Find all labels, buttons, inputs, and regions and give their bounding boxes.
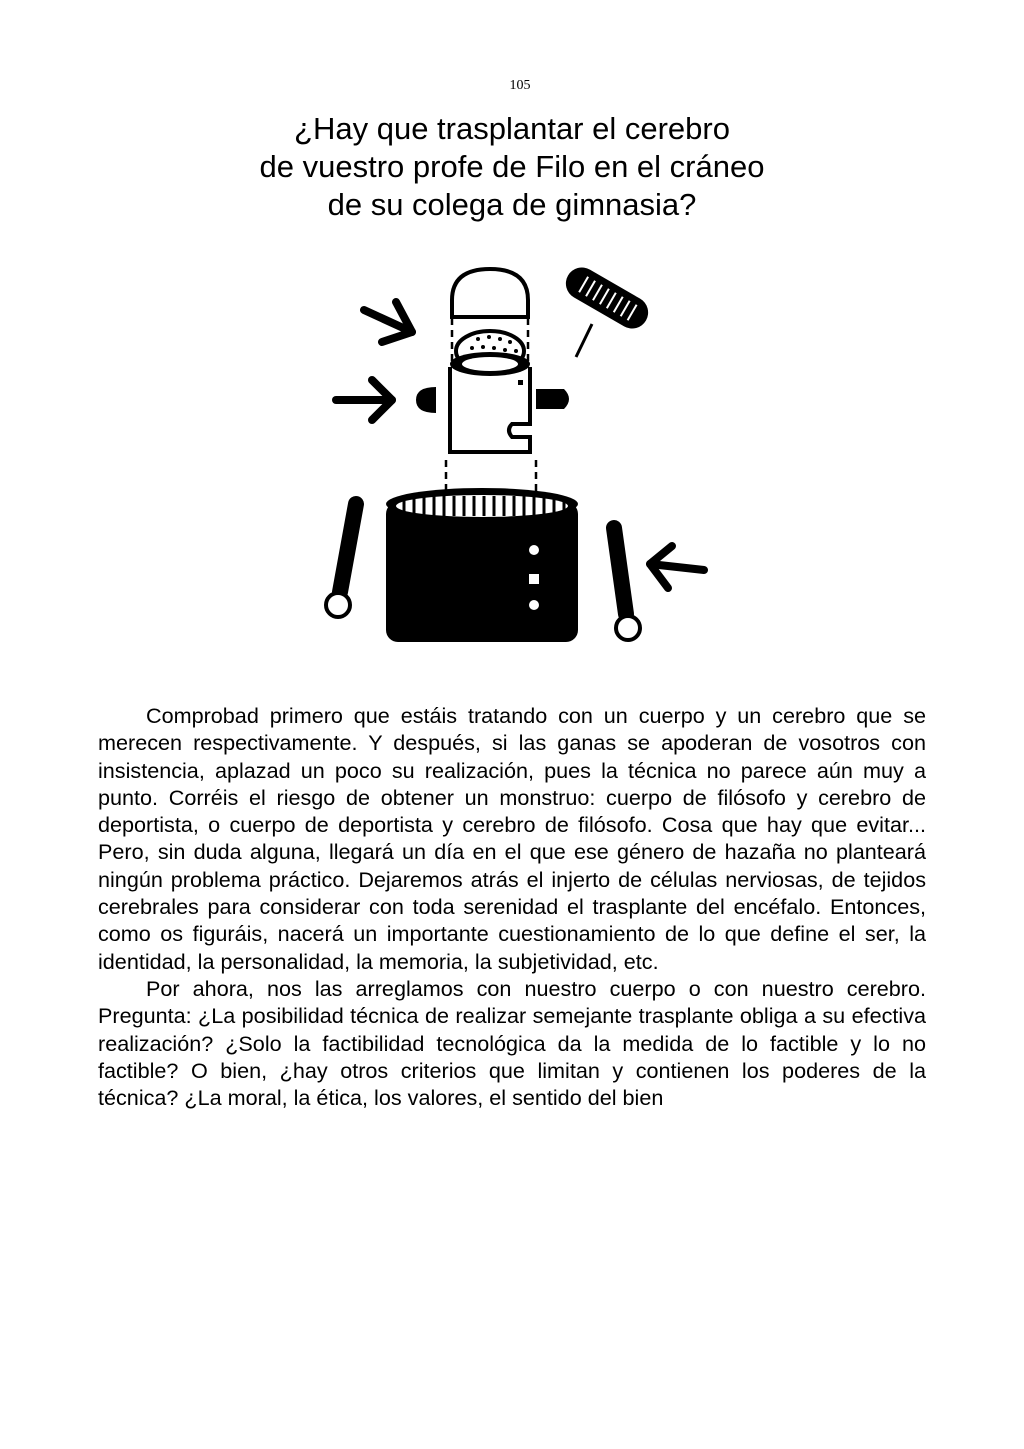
paragraph: Comprobad primero que estáis tratando con un cuerpo y un cerebro que se merecen respectivamente. Y después, si las ganas se apoderan de vosotros con insistencia, aplazad un poco su realización, pues la técnica no parece aún muy a punto. Corréis el riesgo de obtener un monstruo: cuerpo de filósofo y cerebro de deportista, o cuerpo de deportista y cerebro de filósofo. Cosa que hay que evitar... Pero, sin duda alguna, llegará un día en el que ese género de hazaña no planteará ningún problema práctico. Dejaremos atrás el injerto de células nerviosas, de tejidos cerebrales para considerar con toda serenidad el trasplante del encéfalo. Entonces, como os figuráis, nacerá un importante cuestionamiento de lo que define el ser, la identidad, la personalidad, la memoria, la subjetividad, etc. [98, 703, 926, 974]
arrow-icon [364, 302, 412, 342]
right-ear [536, 389, 569, 409]
page-title [0, 110, 1024, 224]
arrow-icon [650, 546, 704, 588]
skull-dome [452, 269, 528, 317]
left-ear [416, 387, 436, 413]
brush-icon [560, 262, 654, 357]
body-text [98, 702, 926, 1111]
right-arm [614, 528, 640, 640]
page-number: 105 [509, 78, 531, 93]
robot-torso [386, 488, 578, 642]
robot-head [450, 352, 530, 452]
robot-transplant-illustration [300, 262, 720, 652]
left-arm [326, 504, 356, 617]
paragraph: Por ahora, nos las arreglamos con nuestro cuerpo o con nuestro cerebro. Pregunta: ¿La posibilidad técnica de realizar semejante trasplante obliga a su efectiva realización? ¿Solo la factibilidad tecnológica da la medida de lo factible y lo no factible? O bien, ¿hay otros criterios que limitan y contienen los poderes de la técnica? ¿La moral, la ética, los valores, el sentido del bien [98, 975, 926, 1111]
title-line: de su colega de gimnasia? [327, 187, 697, 222]
title-line: de vuestro profe de Filo en el cráneo [259, 149, 765, 184]
arrow-icon [336, 380, 392, 420]
title-line: ¿Hay que trasplantar el cerebro [294, 111, 730, 146]
